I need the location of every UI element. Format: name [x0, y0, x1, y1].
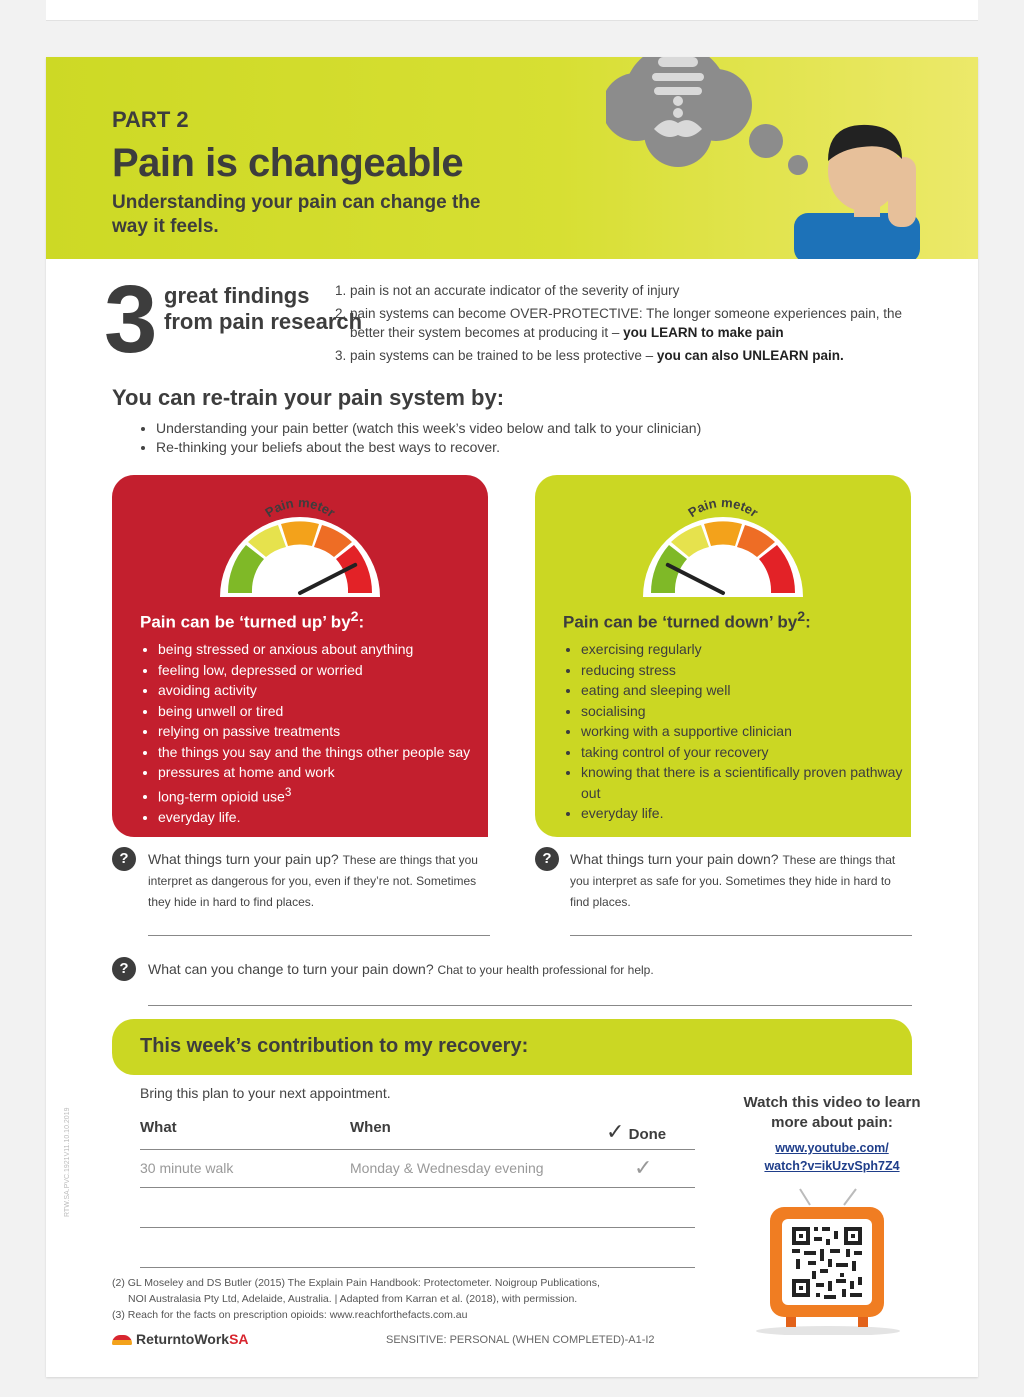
document-code: RTW.SA.PVC.1921V11.10.10.2019 [64, 1107, 71, 1217]
svg-text:Pain meter: Pain meter [685, 494, 762, 521]
tv-qr-code-icon [752, 1185, 902, 1335]
list-item: • reducing stress [581, 660, 921, 681]
references: (2) GL Moseley and DS Butler (2015) The Explain Pain Handbook: Protectometer. Noigroup Publications, NOI Australasia Pty Ltd, Adelaide, Australia. | Adapted from Karran et al. (2018), with permission. (3) Reach for the facts on prescription opioids: www.reachforthefacts.com.au [112, 1277, 600, 1321]
question-down: What things turn your pain down? These are things that you interpret as safe for you. Sometimes they hide in hard to find places. [570, 851, 896, 909]
list-item: • Understanding your pain better (watch this week’s video below and talk to your clinician) [156, 419, 701, 438]
thought-cloud-icon [606, 57, 808, 175]
pain-meter-high-icon [212, 485, 388, 605]
row-done-check-icon[interactable]: ✓ [634, 1155, 653, 1180]
video-link[interactable]: www.youtube.com/ watch?v=ikUzvSph7Z4 [764, 1141, 900, 1173]
retrain-list [138, 419, 701, 457]
table-rule [140, 1149, 695, 1150]
question-up: What things turn your pain up? These are things that you interpret as dangerous for you, even if they’re not. Sometimes they hide in hard to find places. [148, 851, 478, 909]
list-item: • eating and sleeping well [581, 680, 921, 701]
list-item: • the things you say and the things other people say [158, 742, 498, 763]
bring-plan-note: Bring this plan to your next appointment. [140, 1085, 391, 1101]
list-item: • working with a supportive clinician [581, 721, 921, 742]
list-item: 1. pain is not an accurate indicator of the severity of injury [350, 281, 930, 300]
contribution-banner [112, 1019, 912, 1075]
contribution-title: This week’s contribution to my recovery: [140, 1035, 529, 1057]
list-item: • being stressed or anxious about anything [158, 639, 498, 660]
header-banner [46, 57, 978, 259]
list-item: • long-term opioid use$^3$ [158, 783, 498, 807]
list-item: • everyday life. [581, 803, 921, 824]
list-item: • being unwell or tired [158, 701, 498, 722]
answer-line-down[interactable] [570, 935, 912, 936]
list-item: • avoiding activity [158, 680, 498, 701]
list-item: 3. pain systems can be trained to be less protective – you can also UNLEARN pain. [350, 346, 930, 365]
page-subtitle: Understanding your pain can change the way it feels. [112, 192, 481, 237]
returntowork-logo: ReturntoWorkSA [112, 1331, 249, 1347]
list-item: 2. pain systems can become OVER-PROTECTIVE: The longer someone experiences pain, the better their system becomes at producing it – you LEARN to make pain [350, 304, 930, 342]
page-title: Pain is changeable [112, 141, 464, 185]
logo-icon [112, 1335, 132, 1345]
list-item: • taking control of your recovery [581, 742, 921, 763]
col-when-header: When [350, 1119, 391, 1136]
list-item: • relying on passive treatments [158, 721, 498, 742]
table-rule[interactable] [140, 1227, 695, 1228]
turned-up-panel [112, 475, 488, 837]
findings-number: 3 [104, 266, 158, 373]
table-rule[interactable] [140, 1267, 695, 1268]
person-icon [794, 125, 920, 259]
list-item: • knowing that there is a scientifically proven pathway out [581, 762, 921, 803]
document-page [46, 57, 978, 1377]
video-heading: Watch this video to learn more about pain: [743, 1094, 921, 1131]
answer-line-change[interactable] [148, 1005, 912, 1006]
turned-down-panel [535, 475, 911, 837]
turned-up-list [140, 639, 498, 827]
svg-text:Pain meter: Pain meter [262, 494, 339, 521]
turned-up-title: Pain can be ‘turned up’ $by^2$: [140, 609, 365, 632]
list-item: • everyday life. [158, 807, 498, 828]
list-item: • Re-thinking your beliefs about the best ways to recover. [156, 438, 701, 457]
pain-meter-low-icon [635, 485, 811, 605]
list-item: • pressures at home and work [158, 762, 498, 783]
findings-list [332, 281, 930, 369]
thinking-person-illustration [606, 57, 978, 259]
list-item: • socialising [581, 701, 921, 722]
col-what-header: What [140, 1119, 177, 1136]
row-what[interactable]: 30 minute walk [140, 1160, 234, 1176]
question-icon: ? [112, 847, 136, 871]
sensitivity-label: SENSITIVE: PERSONAL (WHEN COMPLETED)-A1-I2 [386, 1334, 655, 1346]
table-rule [140, 1187, 695, 1188]
question-icon: ? [112, 957, 136, 981]
findings-title: great findings from pain research [164, 283, 363, 334]
list-item: • feeling low, depressed or worried [158, 660, 498, 681]
retrain-title: You can re-train your pain system by: [112, 385, 505, 410]
question-change: What can you change to turn your pain down? Chat to your health professional for help. [148, 961, 654, 977]
check-icon: ✓ [606, 1119, 625, 1144]
col-done-header: ✓ Done [606, 1119, 667, 1144]
turned-down-list [563, 639, 921, 824]
answer-line-up[interactable] [148, 935, 490, 936]
question-icon: ? [535, 847, 559, 871]
previous-page-edge [46, 0, 978, 21]
turned-down-title: Pain can be ‘turned down’ $by^2$: [563, 609, 811, 632]
part-label: PART 2 [112, 107, 189, 132]
row-when[interactable]: Monday & Wednesday evening [350, 1160, 544, 1176]
list-item: • exercising regularly [581, 639, 921, 660]
